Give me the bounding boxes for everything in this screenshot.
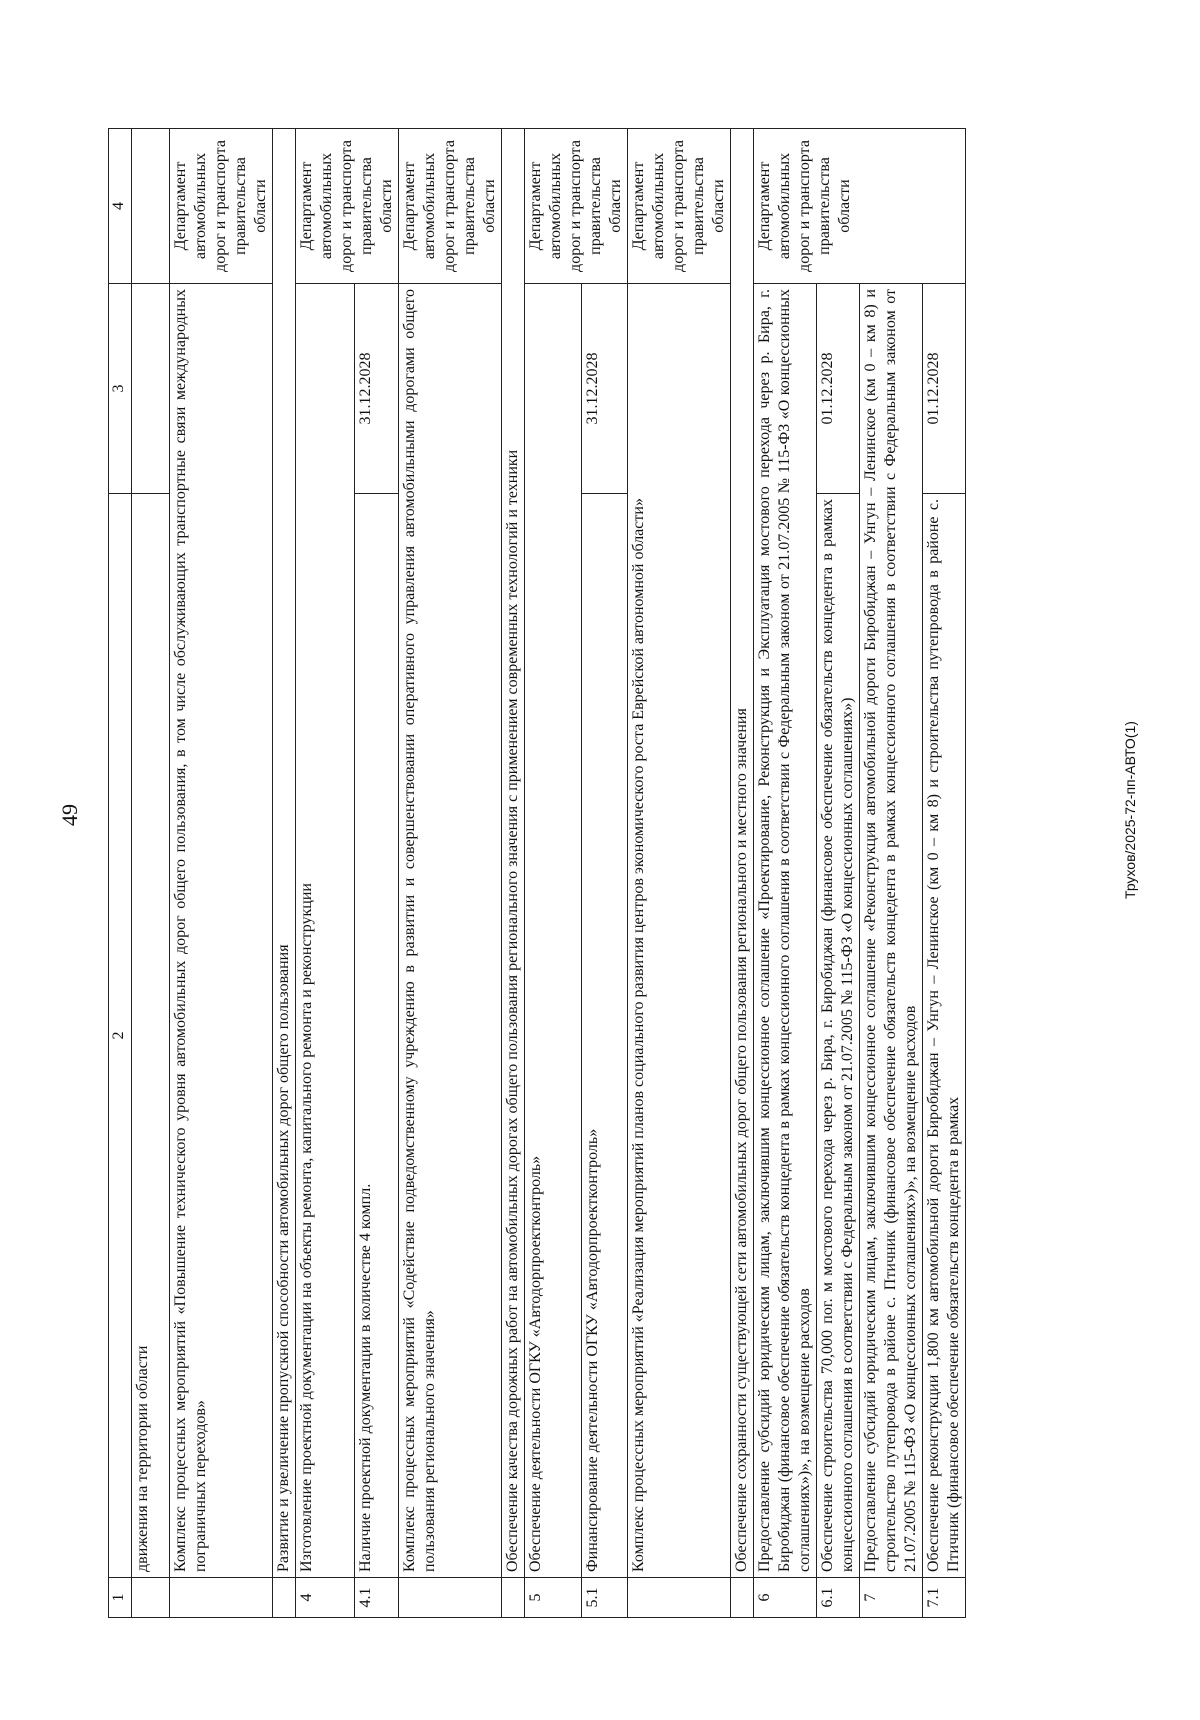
table-row: [582, 129, 628, 1618]
section-row: [502, 129, 525, 1618]
cell-text: Предоставление субсидий юридическим лицам, заключившим концессионное соглашение «Проектирование, Реконструкция и Эксплуатация мостового перехода через р. Бира, г. Биробиджан (финансовое обеспечение обязательств концедента в рамках концессионного соглашения в соответствии с Федеральным законом от 21.07.2005 № 115-ФЗ «О концессионных соглашениях»)», на возмещение расходов: [754, 284, 817, 1578]
cell-num: [170, 1578, 273, 1618]
cell-num: [132, 1578, 170, 1618]
cell-num: 7.1: [923, 1578, 966, 1618]
cell-text: Комплекс процессных мероприятий «Повышение технического уровня автомобильных дорог общего пользования, в том числе обслуживающих транспортные связи международных пограничных переходов»: [170, 284, 273, 1578]
cell-text: Предоставление субсидий юридическим лицам, заключившим концессионное соглашение «Реконструкция автомобильной дороги Биробиджан – Унгун – Ленинское (км 0 – км 8) и строительство путепровода в районе с. Птичник (финансовое обеспечение обязательств концедента в рамках концессионного соглашения в соответствии с Федеральным законом от 21.07.2005 № 115-ФЗ «О концессионных соглашениях»)», на возмещение расходов: [860, 284, 923, 1578]
cell-dept: Департамент автомобильных дорог и транспорта правительства области: [525, 129, 628, 284]
table-row: [628, 129, 731, 1618]
cell-num: 5: [525, 1578, 582, 1618]
cell-dept: Департамент автомобильных дорог и транспорта правительства области: [170, 129, 273, 284]
section-text: Обеспечение деятельности ОГКУ «Автодорпроектконтроль»: [525, 284, 582, 1578]
table-row: [923, 129, 966, 1618]
cell-text: Обеспечение строительства 70,000 пог. м мостового перехода через р. Бира, г. Биробиджан (финансовое обеспечение обязательств концедента в рамках концессионного соглашения в соответствии с Федеральным законом от 21.07.2005 № 115-ФЗ «О концессионных соглашениях»): [817, 494, 860, 1578]
cell-num: [502, 1578, 525, 1618]
cell-dept: [132, 129, 170, 284]
table-row: [817, 129, 860, 1618]
section-text: Обеспечение сохранности существующей сети автомобильных дорог общего пользования регионального и местного значения: [731, 129, 754, 1578]
table-row: [170, 129, 273, 1618]
cell-num: [273, 1578, 296, 1618]
cell-text: Обеспечение реконструкции 1,800 км автомобильной дороги Биробиджан – Унгун – Ленинское (км 0 – км 8) и строительства путепровода в районе с. Птичник (финансовое обеспечение обязательств концедента в рамках: [923, 494, 966, 1578]
table-row: [132, 129, 170, 1618]
cell-text: Наличие проектной документации в количестве 4 компл.: [355, 494, 399, 1578]
table-row: [754, 129, 817, 1618]
col-header-3: 3: [109, 284, 132, 494]
section-row: [525, 129, 582, 1618]
section-row: [273, 129, 296, 1618]
rotated-page-content: [108, 128, 1068, 1618]
section-row: [731, 129, 754, 1618]
cell-num: 4.1: [355, 1578, 399, 1618]
section-text: Изготовление проектной документации на объекты ремонта, капитального ремонта и реконструкции: [296, 284, 355, 1578]
cell-num: [731, 1578, 754, 1618]
cell-num: 6.1: [817, 1578, 860, 1618]
cell-dept: Департамент автомобильных дорог и транспорта правительства области: [628, 129, 731, 284]
section-row: [296, 129, 355, 1618]
cell-date: 31.12.2028: [355, 284, 399, 494]
table-header-row: [109, 129, 132, 1618]
col-header-2: 2: [109, 494, 132, 1578]
cell-date: 01.12.2028: [817, 284, 860, 494]
cell-num: 7: [860, 1578, 923, 1618]
col-header-4: 4: [109, 129, 132, 284]
cell-num: 5.1: [582, 1578, 628, 1618]
col-header-1: 1: [109, 1578, 132, 1618]
cell-date: [132, 284, 170, 494]
cell-date: 31.12.2028: [582, 284, 628, 494]
table-row: [860, 129, 923, 1618]
cell-num: [399, 1578, 502, 1618]
section-text: Развитие и увеличение пропускной способности автомобильных дорог общего пользования: [273, 129, 296, 1578]
cell-text: Финансирование деятельности ОГКУ «Автодорпроектконтроль»: [582, 494, 628, 1578]
cell-num: 6: [754, 1578, 817, 1618]
section-text: Обеспечение качества дорожных работ на автомобильных дорогах общего пользования регионального значения с применением современных технологий и техники: [502, 129, 525, 1578]
cell-dept: Департамент автомобильных дорог и транспорта правительства области: [296, 129, 399, 284]
cell-text: Комплекс процессных мероприятий «Реализация мероприятий планов социального развития центров экономического роста Еврейской автономной области»: [628, 284, 731, 1578]
table-row: [399, 129, 502, 1618]
measures-table: [108, 128, 966, 1618]
footer-code: Трухов/2025-72-пп-АВТО(1): [1122, 721, 1138, 899]
cell-dept: Департамент автомобильных дорог и транспорта правительства области: [399, 129, 502, 284]
cell-date: 01.12.2028: [923, 284, 966, 494]
table-row: [355, 129, 399, 1618]
page-number: 49: [57, 804, 82, 826]
cell-text: Комплекс процессных мероприятий «Содействие подведомственному учреждению в развитии и совершенствовании оперативного управления автомобильными дорогами общего пользования регионального значения»: [399, 284, 502, 1578]
cell-text: движения на территории области: [132, 494, 170, 1578]
cell-num: [628, 1578, 731, 1618]
cell-dept: Департамент автомобильных дорог и транспорта правительства области: [754, 129, 966, 284]
cell-num: 4: [296, 1578, 355, 1618]
